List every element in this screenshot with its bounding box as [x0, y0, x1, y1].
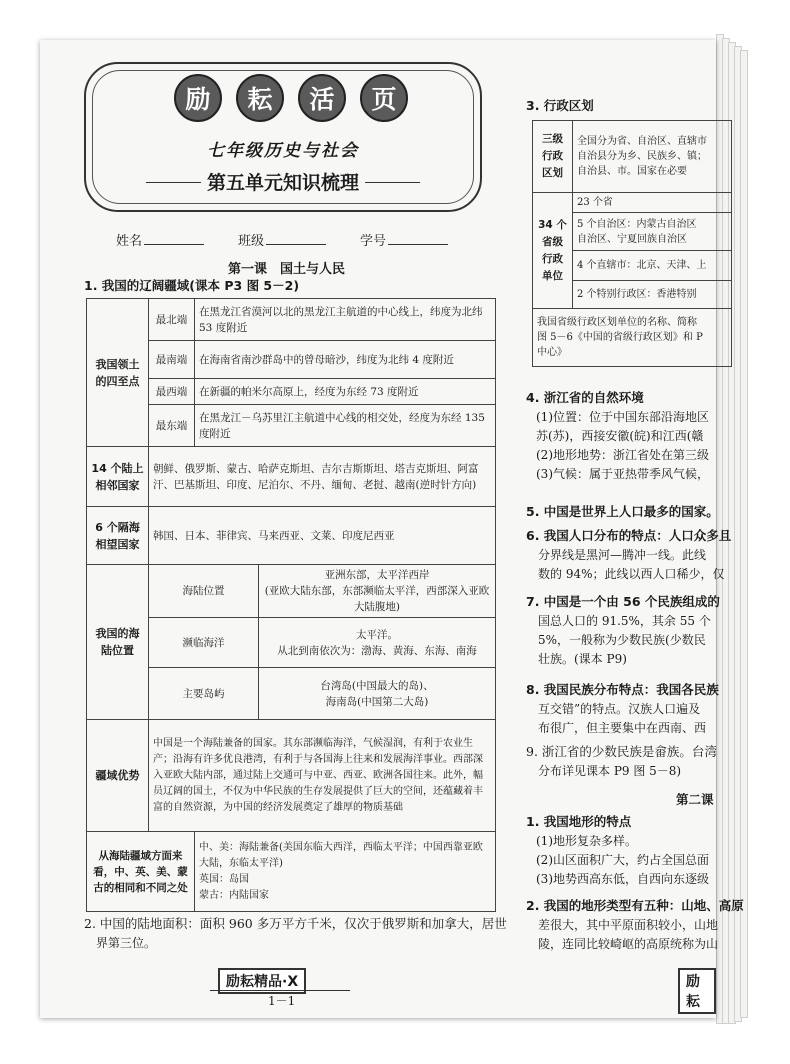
cell-value: 中国是一个海陆兼备的国家。其东部濒临海洋，气候湿润，有利于农业生产；沿海有许多优良港湾，有利于与各国海上往来和发展海洋事业。西部深入亚欧大陆内部，通过陆上交通可与中亚、西亚、欧洲各国往来。此外，幅员辽阔的国土，不仅为中华民族的生存发展提供了巨大的空间，还蕴藏着丰富的自然资源，为中国的经济发展奠定了雄厚的物质基础: [149, 720, 496, 832]
cell-value: 我国省级行政区划单位的名称、简称 图 5－6《中国的省级行政区划》和 P 中心》: [533, 309, 732, 367]
row-label: 我国的海陆位置: [87, 565, 149, 720]
row-label: 从海陆疆域方面来看，中、英、美、蒙古的相同和不同之处: [87, 832, 195, 912]
right-column: [526, 40, 744, 1018]
question-heading: 1. 我国的辽阔疆域(课本 P3 图 5－2): [84, 278, 300, 293]
lesson-title: 第一课 国土与人民: [228, 262, 346, 277]
name-label: 姓名: [116, 234, 143, 249]
territory-table: [86, 298, 496, 912]
class-field[interactable]: [266, 233, 326, 245]
question-6: 6. 我国人口分布的特点：人口众多且 分界线是黑河—腾冲一线。此线 数的 94%；此线以西人口稀少，仅: [526, 528, 732, 581]
row-label: 我国领土的四至点: [87, 299, 149, 447]
question-9: 9. 浙江省的少数民族是畲族。台湾 分布详见课本 P9 图 5－8): [526, 744, 717, 778]
cell-value: 中、美：海陆兼备(美国东临大西洋，西临太平洋；中国西靠亚欧大陆，东临太平洋) 英国：岛国 蒙古：内陆国家: [195, 832, 496, 912]
row-label: 6 个隔海相望国家: [87, 507, 149, 565]
cell-value: 在黑龙江省漠河以北的黑龙江主航道的中心线上，纬度为北纬 53 度附近: [195, 299, 496, 341]
student-info: [116, 230, 448, 249]
cell-value: 5 个自治区：内蒙古自治区 自治区、宁夏回族自治区: [573, 213, 732, 251]
cell-key: 最东端: [149, 405, 195, 447]
brand-badge: 励耘精品·X: [218, 968, 306, 994]
cell-key: 最西端: [149, 379, 195, 405]
name-field[interactable]: [144, 233, 204, 245]
question-2: 2. 中国的陆地面积：面积 960 多万平方千米，仅次于俄罗斯和加拿大，居世 界第三位。: [84, 916, 507, 950]
question-heading: 3. 行政区划: [526, 98, 594, 113]
cell-value: 朝鲜、俄罗斯、蒙古、哈萨克斯坦、吉尔吉斯斯坦、塔吉克斯坦、阿富汗、巴基斯坦、印度、尼泊尔、不丹、缅甸、老挝、越南(逆时针方向): [149, 447, 496, 507]
lesson-title: 第二课: [676, 792, 714, 807]
question-4: 4. 浙江省的自然环境 (1)位置：位于中国东部沿海地区 苏(苏)，西接安徽(皖)和江西(赣 (2)地形地势：浙江省处在第三级 (3)气候：属于亚热带季风气候，: [526, 390, 709, 481]
banner-char: 页: [360, 74, 408, 122]
question-8: 8. 我国民族分布特点：我国各民族 互交错”的特点。汉族人口遍及 布很广，但主要集中在西南、西: [526, 682, 719, 735]
unit-title: 第五单元知识梳理: [86, 168, 480, 195]
subject-title: 七年级历史与社会: [207, 141, 359, 161]
title-banner: [84, 62, 482, 212]
terrain-types: 2. 我国的地形类型有五种：山地、高原 差很大，其中平原面积较小，山地 陵，连同比较崎岖的高原统称为山: [526, 898, 744, 951]
cell-value: 23 个省: [573, 193, 732, 213]
page-edge: [740, 50, 748, 1018]
question-heading: 5. 中国是世界上人口最多的国家。: [526, 504, 719, 519]
banner-char: 耘: [236, 74, 284, 122]
cell-value: 太平洋。 从北到南依次为：渤海、黄海、东海、南海: [259, 618, 496, 668]
student-no-field[interactable]: [388, 233, 448, 245]
terrain-section: 1. 我国地形的特点 (1)地形复杂多样。 (2)山区面积广大，约占全国总面 (3)地势西高东低，自西向东逐级: [526, 814, 709, 886]
cell-value: 在新疆的帕米尔高原上，经度为东经 73 度附近: [195, 379, 496, 405]
cell-value: 在黑龙江－乌苏里江主航道中心线的相交处，经度为东经 135 度附近: [195, 405, 496, 447]
worksheet-page: [40, 40, 744, 1018]
cell-value: 亚洲东部，太平洋西岸 (亚欧大陆东部，东部濒临太平洋，西部深入亚欧大陆腹地): [259, 565, 496, 618]
cell-value: 4 个直辖市：北京、天津、上: [573, 251, 732, 281]
row-label: 三级行政区划: [533, 121, 573, 193]
admin-table: [532, 120, 732, 367]
cell-value: 全国分为省、自治区、直辖市 自治县分为乡、民族乡、镇； 自治县、市。国家在必要: [573, 121, 732, 193]
brand-badge: 励耘: [678, 968, 716, 1014]
banner-char: 活: [298, 74, 346, 122]
cell-key: 最北端: [149, 299, 195, 341]
banner-char: 励: [174, 74, 222, 122]
page-number: 1－1: [268, 994, 296, 1008]
cell-key: 海陆位置: [149, 565, 259, 618]
cell-value: 韩国、日本、菲律宾、马来西亚、文莱、印度尼西亚: [149, 507, 496, 565]
cell-value: 台湾岛(中国最大的岛)、 海南岛(中国第二大岛): [259, 668, 496, 720]
row-label: 14 个陆上相邻国家: [87, 447, 149, 507]
cell-key: 最南端: [149, 341, 195, 379]
class-label: 班级: [238, 234, 265, 249]
row-label: 34 个省级行政单位: [533, 193, 573, 309]
row-label: 疆域优势: [87, 720, 149, 832]
student-no-label: 学号: [360, 234, 387, 249]
question-7: 7. 中国是一个由 56 个民族组成的 国总人口的 91.5%，其余 55 个 5%，一般称为少数民族(少数民 壮族。(课本 P9): [526, 594, 720, 666]
cell-value: 在海南省南沙群岛中的曾母暗沙，纬度为北纬 4 度附近: [195, 341, 496, 379]
cell-value: 2 个特别行政区：香港特别: [573, 281, 732, 309]
banner-title: [174, 74, 408, 122]
cell-key: 濒临海洋: [149, 618, 259, 668]
cell-key: 主要岛屿: [149, 668, 259, 720]
